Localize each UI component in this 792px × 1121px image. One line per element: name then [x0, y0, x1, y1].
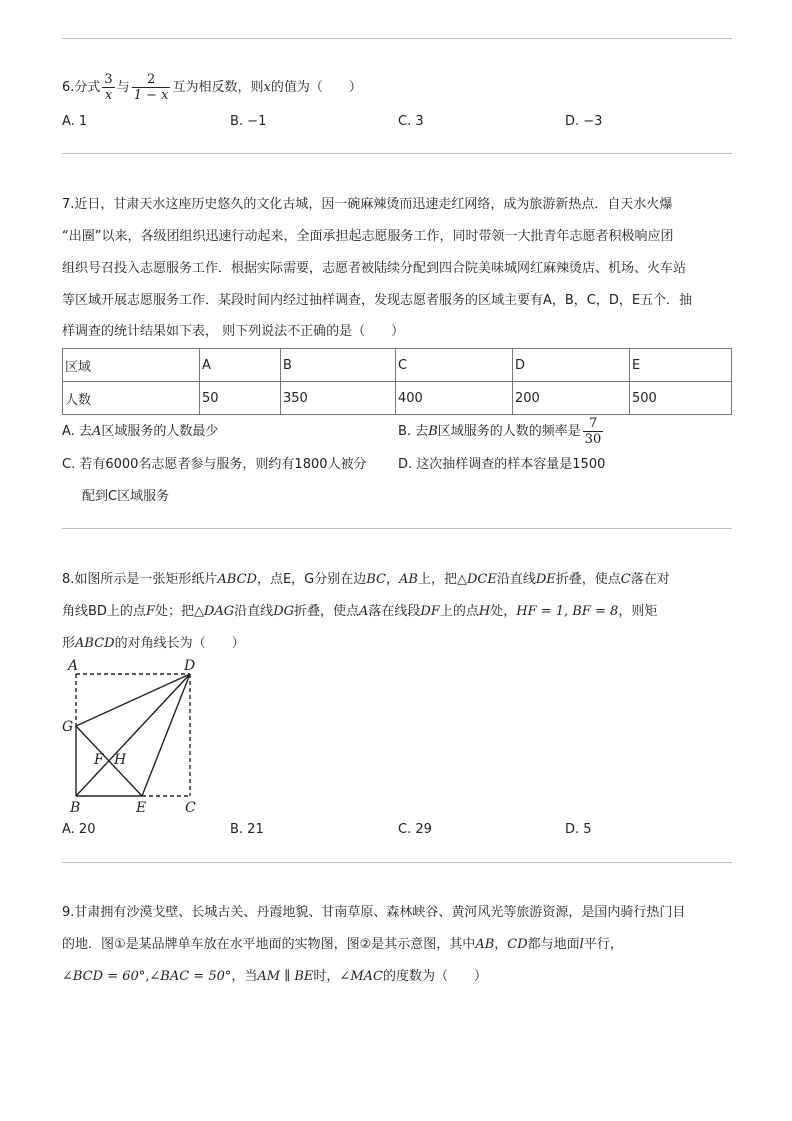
q7-opt-b-den: 30 [584, 432, 602, 447]
q9-ground-l: l [579, 937, 584, 952]
table-row [63, 382, 732, 415]
q6-var: x [263, 80, 271, 95]
q8-text: ， [386, 572, 400, 587]
fig-label-h: H [114, 752, 127, 768]
q9-text: ，当 [231, 969, 258, 984]
q9-target-angle: ∠MAC [339, 969, 383, 984]
q8-seg-bc: BC [366, 572, 387, 587]
q8-text: 角线BD上的点 [62, 604, 146, 619]
q9-text: 平行， [583, 937, 623, 952]
q8-text: 上的点 [439, 604, 479, 619]
q8-line-3 [62, 635, 245, 653]
q9-line-2 [62, 936, 623, 954]
table-header-region: 区域 [63, 349, 200, 382]
table-cell-c: 400 [396, 382, 513, 415]
q8-line-1 [62, 571, 670, 589]
q6-f2-den: 1 − x [133, 88, 169, 103]
q8-text: 上，把△ [417, 572, 467, 587]
q7-opt-a-post: 区域服务的人数最少 [101, 424, 219, 439]
q8-option-c[interactable]: C. 29 [398, 822, 432, 837]
q8-option-b[interactable]: B. 21 [230, 822, 264, 837]
q6-f1-num: 3 [104, 72, 113, 87]
q9-text: ， [494, 937, 508, 952]
q7-line-1: 7.近日，甘肃天水这座历史悠久的文化古城，因一碗麻辣烫而迅速走红网络，成为旅游新热点．自天水火爆 [62, 197, 673, 212]
q9-text: 都与地面 [527, 937, 580, 952]
q9-seg-ab: AB [475, 937, 495, 952]
fig-label-a: A [68, 658, 79, 674]
q9-text: 的度数为（ ） [382, 969, 487, 984]
q7-option-c[interactable] [62, 456, 367, 506]
q9-angles: ∠BCD = 60°,∠BAC = 50° [62, 969, 232, 984]
q6-option-b[interactable]: B. −1 [230, 114, 267, 129]
q8-text: 落在对 [630, 572, 670, 587]
q8-text: 形 [62, 636, 76, 651]
q8-text: ，则矩 [618, 604, 658, 619]
table-header-e: E [630, 349, 732, 382]
q9-text: 的地．图①是某品牌单车放在水平地面的实物图，图②是其示意图，其中 [62, 937, 476, 952]
q8-rect-name: ABCD [217, 572, 257, 587]
q7-opt-a-var: A [91, 424, 102, 439]
q8-text: 的对角线长为（ ） [114, 636, 245, 651]
divider-q8-q9 [62, 862, 732, 863]
q8-figure [58, 656, 208, 816]
q8-text: 沿直线 [234, 604, 274, 619]
q8-rect-name: ABCD [75, 636, 115, 651]
q8-line-de: DE [535, 572, 556, 587]
q7-opt-b-pre: B. 去 [398, 424, 429, 439]
q9-parallel: AM ∥ BE [257, 969, 314, 984]
q8-seg-df: DF [420, 604, 440, 619]
table-cell-a: 50 [200, 382, 281, 415]
q8-text: 落在线段 [368, 604, 421, 619]
q9-line-1: 9.甘肃拥有沙漠戈壁、长城古关、丹霞地貌、甘南草原、森林峡谷、黄河风光等旅游资源，是国内骑行热门目 [62, 905, 686, 920]
q6-fraction-2 [132, 72, 171, 103]
q7-opt-b-post: 区域服务的人数的频率是 [437, 424, 581, 439]
q7-opt-a-pre: A. 去 [62, 424, 92, 439]
q7-option-a[interactable] [62, 423, 218, 441]
q8-point-f: F [145, 604, 155, 619]
q8-text: 处， [490, 604, 517, 619]
q7-opt-b-num: 7 [583, 416, 604, 432]
fig-label-f: F [94, 752, 104, 768]
q8-tri-dce: DCE [466, 572, 497, 587]
q7-opt-b-fraction [583, 416, 604, 447]
q8-point-a: A [359, 604, 369, 619]
q6-prefix: 6.分式 [62, 80, 101, 95]
fig-label-e: E [136, 800, 147, 816]
q7-option-d[interactable]: D. 这次抽样调查的样本容量是1500 [398, 457, 606, 472]
q8-line-dg: DG [273, 604, 294, 619]
q6-suffix1: 互为相反数，则 [172, 80, 264, 95]
q7-line-2: “出圈”以来，各级团组织迅速行动起来，全面承担起志愿服务工作，同时带领一大批青年志愿者积极响应团 [62, 229, 674, 244]
q9-text: 时， [313, 969, 340, 984]
q6-joiner: 与 [116, 80, 130, 95]
q7-option-b[interactable] [398, 416, 605, 448]
top-divider [62, 38, 732, 39]
q8-point-c: C [620, 572, 631, 587]
q8-option-d[interactable]: D. 5 [565, 822, 592, 837]
q8-seg-ab: AB [399, 572, 418, 587]
q6-option-c[interactable]: C. 3 [398, 114, 424, 129]
q6-f1-den: x [104, 88, 113, 103]
q7-opt-c-line2: 配到C区域服务 [82, 489, 170, 504]
q9-seg-cd: CD [507, 937, 528, 952]
q8-condition: HF = 1, BF = 8 [516, 604, 619, 619]
table-cell-e: 500 [630, 382, 732, 415]
table-row-label: 人数 [63, 382, 200, 415]
divider-q6-q7 [62, 153, 732, 154]
q6-stem [62, 70, 362, 106]
q7-line-4: 等区域开展志愿服务工作．某段时间内经过抽样调查，发现志愿者服务的区域主要有A，B，C，D，E五个．抽 [62, 293, 693, 308]
table-cell-b: 350 [281, 382, 396, 415]
table-cell-d: 200 [513, 382, 630, 415]
table-row [63, 349, 732, 382]
q6-f2-num: 2 [132, 72, 171, 88]
q8-text: 沿直线 [496, 572, 536, 587]
q8-text: 8.如图所示是一张矩形纸片 [62, 572, 218, 587]
fig-label-d: D [184, 658, 196, 674]
table-header-c: C [396, 349, 513, 382]
q8-line-2 [62, 603, 657, 621]
table-header-a: A [200, 349, 281, 382]
q7-opt-c-line1: C. 若有6000名志愿者参与服务，则约有1800人被分 [62, 457, 367, 472]
q6-suffix2: 的值为（ ） [270, 80, 362, 95]
q8-tri-dag: DAG [203, 604, 235, 619]
fig-line-db [76, 674, 190, 796]
q8-text: ，点E，G分别在边 [256, 572, 367, 587]
fig-label-b: B [70, 800, 81, 816]
q8-text: 折叠，使点 [294, 604, 360, 619]
q8-text: 处；把△ [154, 604, 204, 619]
q6-option-a[interactable]: A. 1 [62, 114, 88, 129]
q8-text: 折叠，使点 [555, 572, 621, 587]
table-header-b: B [281, 349, 396, 382]
q8-option-a[interactable]: A. 20 [62, 822, 96, 837]
fig-label-g: G [62, 719, 74, 735]
fig-label-c: C [185, 800, 196, 816]
q7-line-5: 样调查的统计结果如下表， 则下列说法不正确的是（ ） [62, 324, 405, 339]
q9-line-3 [62, 968, 487, 986]
q7-line-3: 组织号召投入志愿服务工作．根据实际需要，志愿者被陆续分配到四合院美味城网红麻辣烫店、机场、火车站 [62, 261, 687, 276]
q7-stat-table [62, 348, 732, 415]
q8-point-h: H [478, 604, 491, 619]
table-header-d: D [513, 349, 630, 382]
q7-opt-b-var: B [428, 424, 438, 439]
q6-fraction-1 [102, 72, 114, 103]
divider-q7-q8 [62, 528, 732, 529]
q6-option-d[interactable]: D. −3 [565, 114, 603, 129]
